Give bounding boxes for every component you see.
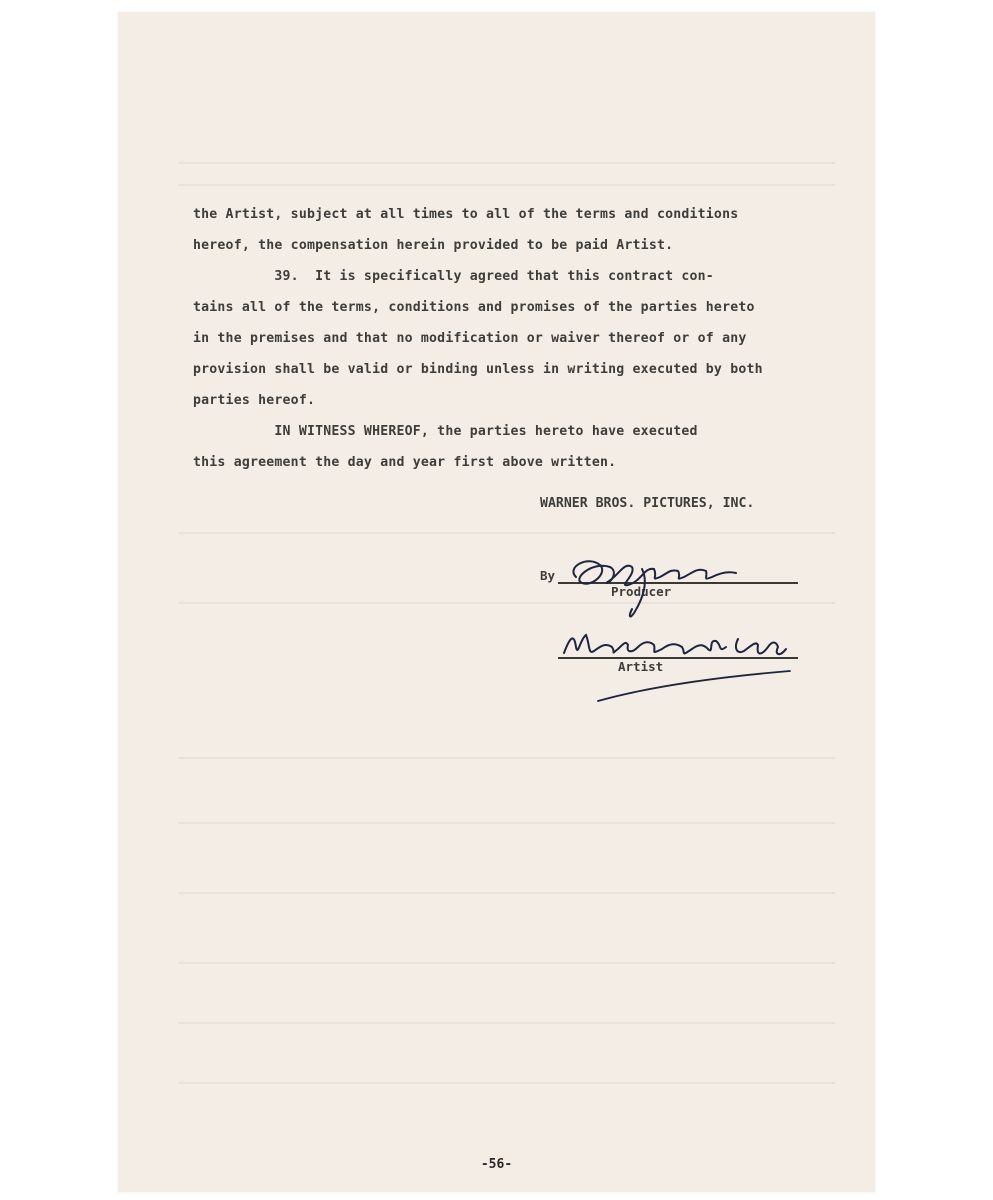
bleed-through-line (178, 184, 835, 186)
body-line-6: provision shall be valid or binding unless in writing executed by both (193, 362, 763, 377)
company-name: WARNER BROS. PICTURES, INC. (540, 496, 755, 511)
page-number: -56- (480, 1157, 513, 1172)
bleed-through-line (178, 757, 835, 759)
body-line-5: in the premises and that no modification or waiver thereof or of any (193, 331, 747, 346)
bleed-through-line (178, 532, 835, 534)
producer-label: Producer (611, 584, 672, 599)
body-line-2: hereof, the compensation herein provided to be paid Artist. (193, 238, 674, 253)
body-line-7: parties hereof. (193, 393, 316, 408)
body-line-4: tains all of the terms, conditions and promises of the parties hereto (193, 300, 755, 315)
bleed-through-line (178, 962, 835, 964)
artist-signature (558, 617, 818, 712)
body-line-1: the Artist, subject at all times to all of the terms and conditions (193, 207, 739, 222)
artist-label: Artist (618, 659, 664, 674)
bleed-through-line (178, 162, 835, 164)
body-line-9: this agreement the day and year first above written. (193, 455, 617, 470)
bleed-through-line (178, 1022, 835, 1024)
by-label: By (540, 568, 556, 583)
bleed-through-line (178, 822, 835, 824)
body-line-8: IN WITNESS WHEREOF, the parties hereto have executed (193, 424, 698, 439)
bleed-through-line (178, 1082, 835, 1084)
document-page (118, 12, 875, 1192)
producer-signature (558, 547, 798, 627)
bleed-through-line (178, 892, 835, 894)
body-line-3: 39. It is specifically agreed that this contract con- (193, 269, 714, 284)
